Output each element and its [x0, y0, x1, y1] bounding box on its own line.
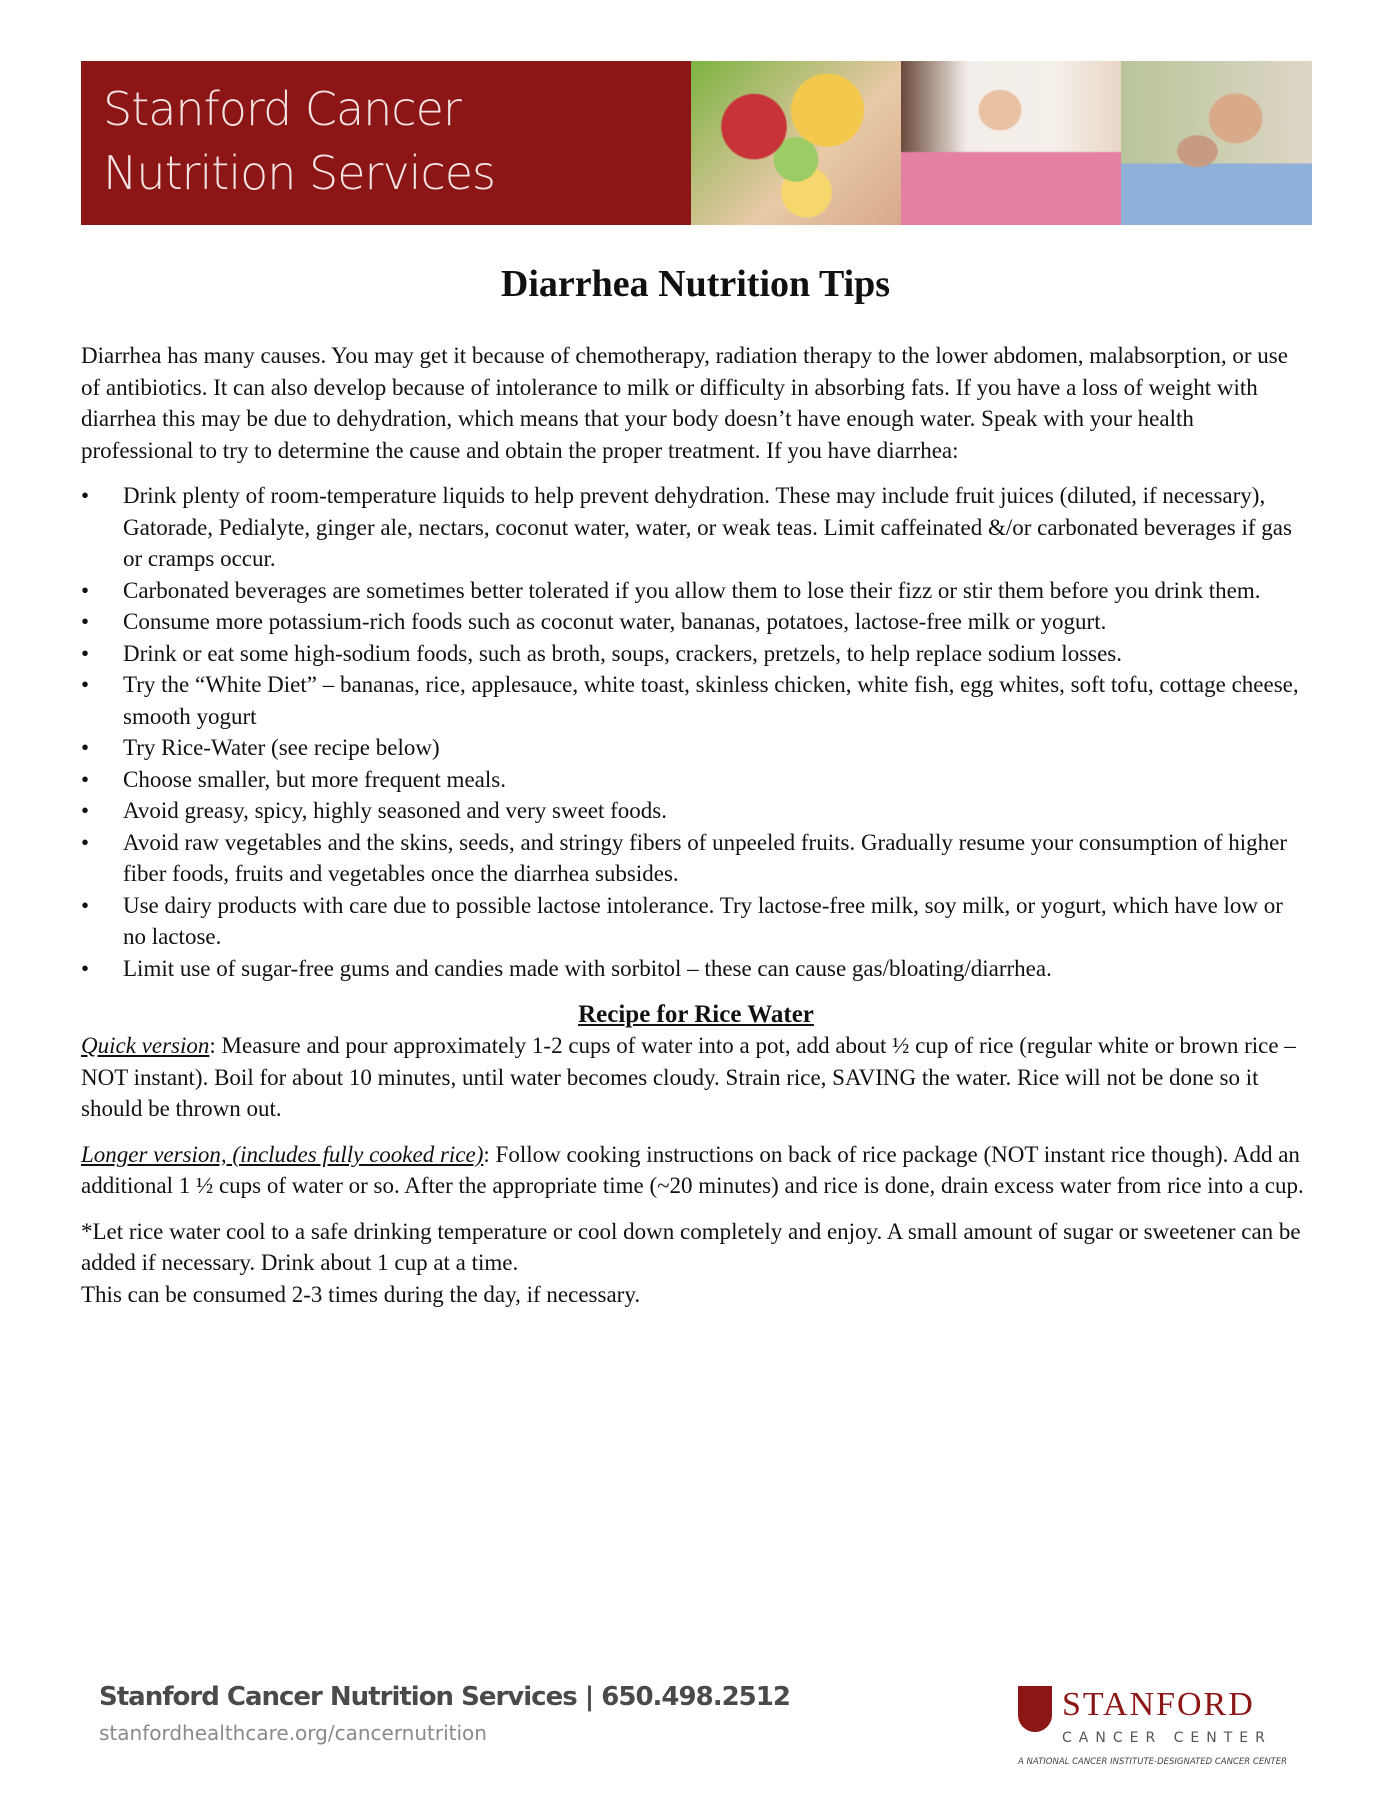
quick-version-text: : Measure and pour approximately 1-2 cups of water into a pot, add about ½ cup of rice (regular white or brown rice – NOT instant). Boil for about 10 minutes, until water becomes cloudy. Strain rice, SAVING the water. Rice will not be done so it should be thrown out.	[81, 1033, 1296, 1121]
note-text-1: *Let rice water cool to a safe drinking temperature or cool down completely and enjoy. A small amount of sugar or sweetener can be added if necessary. Drink about 1 cup at a time.	[81, 1218, 1301, 1275]
footer-url[interactable]: stanfordhealthcare.org/cancernutrition	[99, 1721, 487, 1745]
footer	[99, 1680, 979, 1746]
banner-line-2: Nutrition Services	[103, 146, 496, 200]
list-item: • Avoid greasy, spicy, highly seasoned and very sweet foods.	[81, 795, 1311, 827]
logo-row	[1018, 1686, 1310, 1748]
banner-line-1: Stanford Cancer	[103, 82, 461, 136]
document-body	[81, 340, 1311, 1310]
list-item: • Drink plenty of room-temperature liquids to help prevent dehydration. These may include fruit juices (diluted, if necessary), Gatorade, Pedialyte, ginger ale, nectars, coconut water, water, or weak teas. Limit caffeinated &/or carbonated beverages if gas or cramps occur.	[81, 480, 1311, 575]
logo-tagline: A NATIONAL CANCER INSTITUTE-DESIGNATED CANCER CENTER	[1018, 1757, 1288, 1767]
list-item: • Drink or eat some high-sodium foods, such as broth, soups, crackers, pretzels, to help replace sodium losses.	[81, 638, 1311, 670]
note-text-2: This can be consumed 2-3 times during the day, if necessary.	[81, 1281, 641, 1307]
logo-subtitle: CANCER CENTER	[1062, 1730, 1272, 1746]
banner-title	[81, 61, 691, 225]
list-item: • Limit use of sugar-free gums and candies made with sorbitol – these can cause gas/bloating/diarrhea.	[81, 953, 1311, 985]
long-version-text: : Follow cooking instructions on back of rice package (NOT instant rice though). Add an additional 1 ½ cups of water or so. After the appropriate time (~20 minutes) and rice is done, drain excess water from rice into a cup.	[81, 1141, 1304, 1198]
fruit-basket-photo	[691, 61, 901, 225]
footer-title: Stanford Cancer Nutrition Services | 650.498.2512	[99, 1682, 790, 1712]
intro-paragraph: Diarrhea has many causes. You may get it because of chemotherapy, radiation therapy to the lower abdomen, malabsorption, or use of antibiotics. It can also develop because of intolerance to milk or difficulty in absorbing fats. If you have a loss of weight with diarrhea this may be due to dehydration, which means that your body doesn’t have enough water. Speak with your health professional to try to determine the cause and obtain the proper treatment. If you have diarrhea:	[81, 343, 1288, 463]
recipe-heading: Recipe for Rice Water	[578, 1001, 814, 1028]
shield-icon	[1018, 1686, 1052, 1732]
header-banner	[81, 61, 1312, 225]
couple-photo	[1121, 61, 1312, 225]
long-version-label: Longer version, (includes fully cooked rice)	[81, 1141, 484, 1167]
tips-list	[81, 480, 1311, 984]
list-item: • Carbonated beverages are sometimes better tolerated if you allow them to lose their fizz or stir them before you drink them.	[81, 575, 1311, 607]
woman-exercising-photo	[901, 61, 1121, 225]
list-item: • Try the “White Diet” – bananas, rice, applesauce, white toast, skinless chicken, white fish, egg whites, soft tofu, cottage cheese, smooth yogurt	[81, 669, 1311, 732]
page-title: Diarrhea Nutrition Tips	[500, 263, 891, 305]
quick-version-paragraph	[81, 1030, 1311, 1125]
list-item: • Consume more potassium-rich foods such as coconut water, bananas, potatoes, lactose-free milk or yogurt.	[81, 606, 1311, 638]
list-item: • Use dairy products with care due to possible lactose intolerance. Try lactose-free milk, soy milk, or yogurt, which have low or no lactose.	[81, 890, 1311, 953]
list-item: • Choose smaller, but more frequent meals.	[81, 764, 1311, 796]
note-paragraph	[81, 1216, 1311, 1311]
logo-names	[1062, 1686, 1272, 1748]
list-item: • Try Rice-Water (see recipe below)	[81, 732, 1311, 764]
logo-name: STANFORD	[1062, 1686, 1255, 1723]
stanford-cancer-center-logo	[1018, 1686, 1310, 1768]
list-item: • Avoid raw vegetables and the skins, seeds, and stringy fibers of unpeeled fruits. Gradually resume your consumption of higher fiber foods, fruits and vegetables once the diarrhea subsides.	[81, 827, 1311, 890]
quick-version-label: Quick version	[81, 1033, 210, 1058]
long-version-paragraph	[81, 1139, 1311, 1202]
